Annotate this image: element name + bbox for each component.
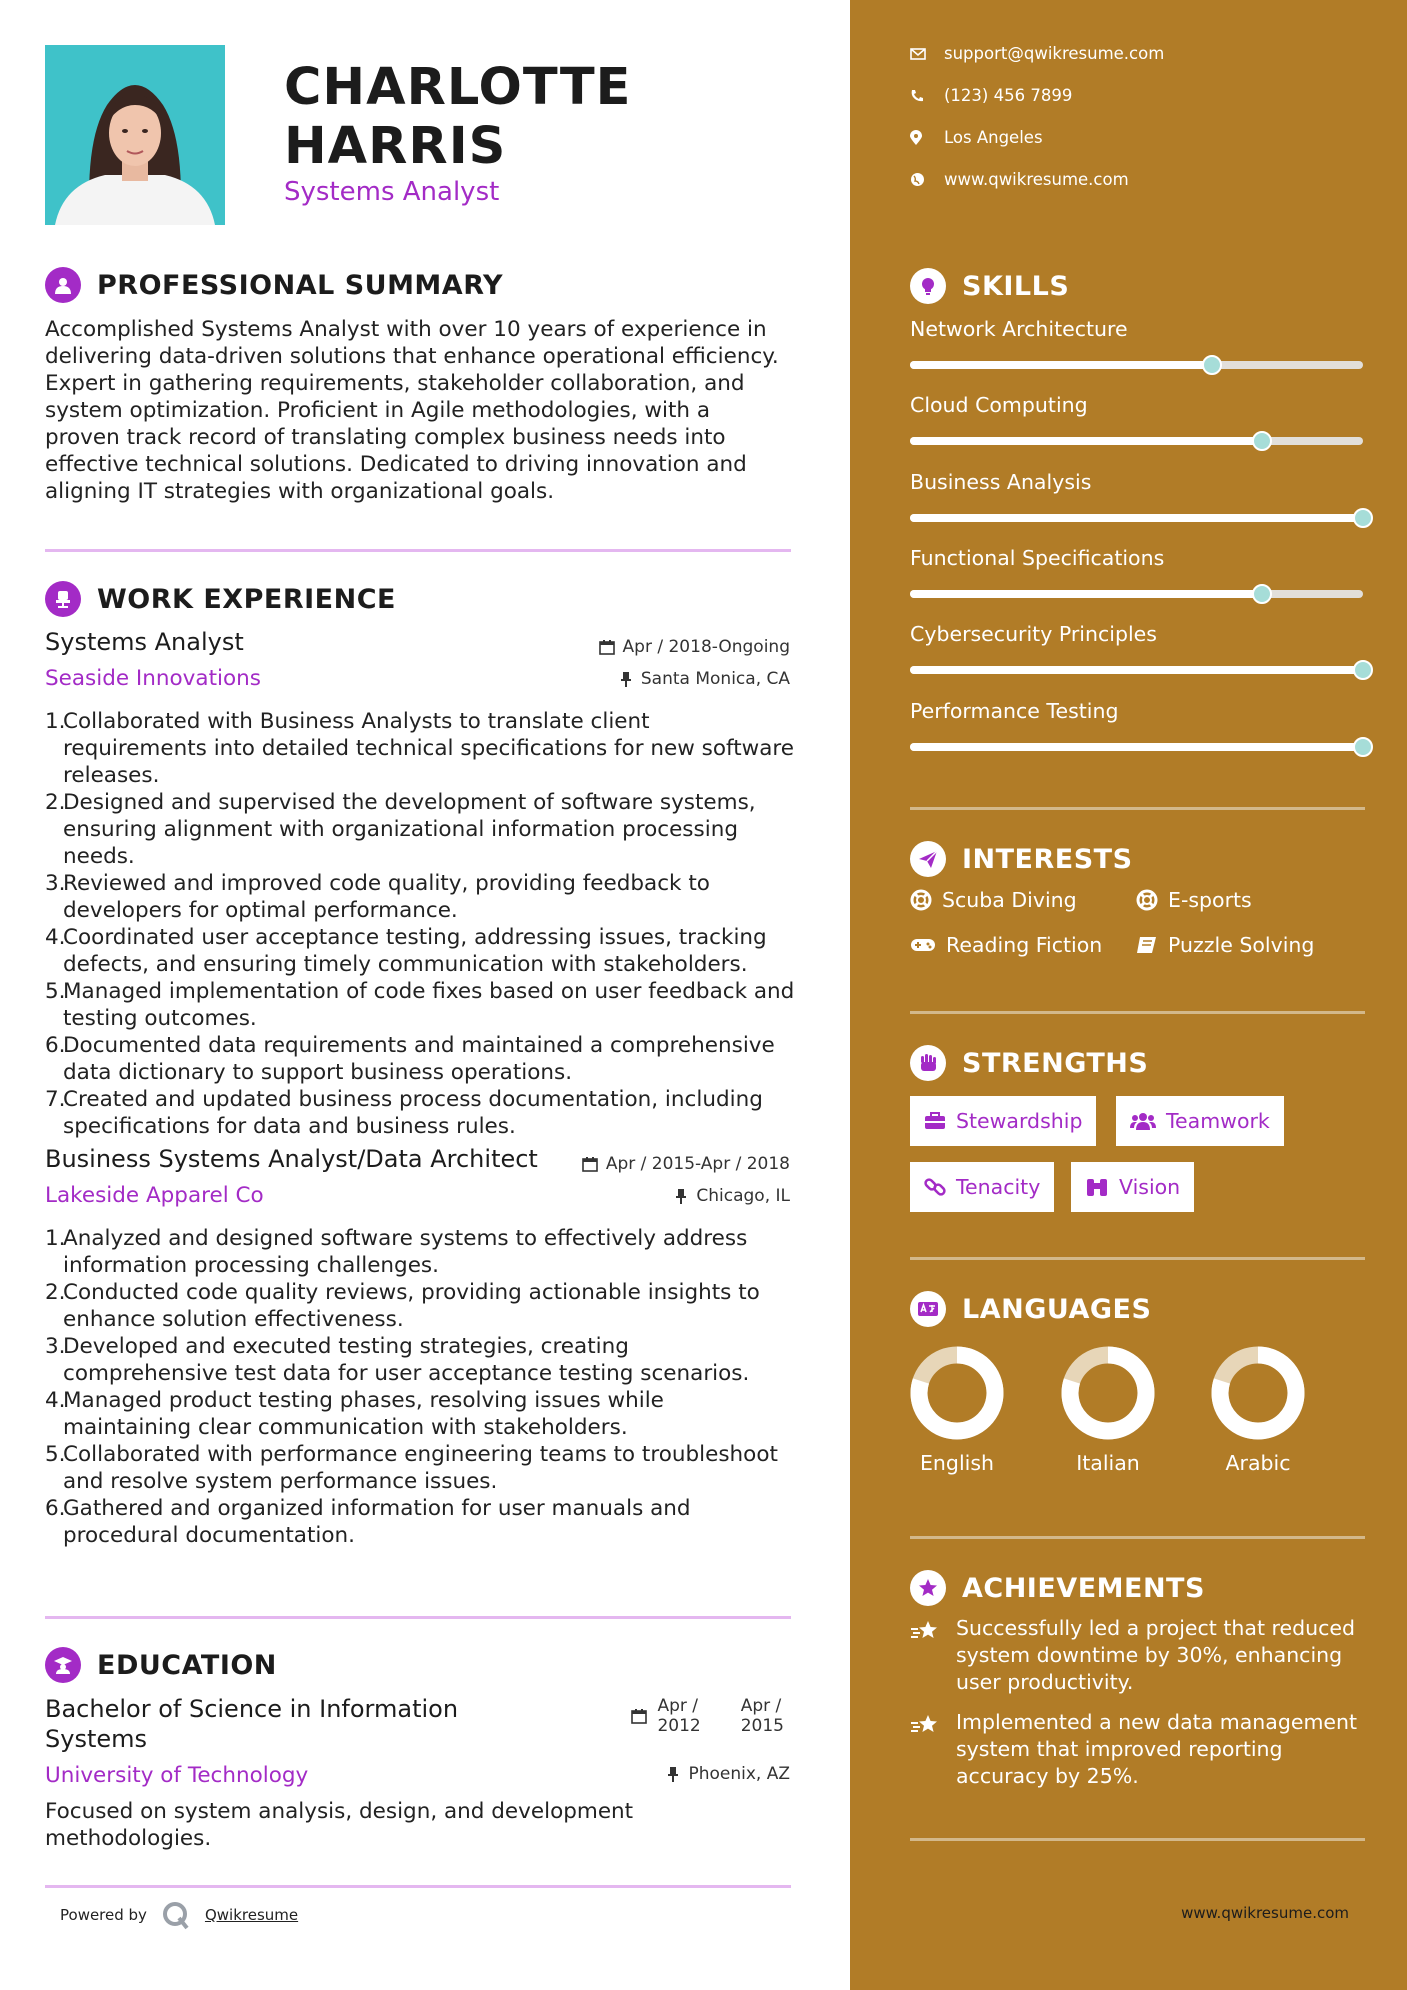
start-year: 2012	[657, 1716, 701, 1736]
contact-phone-text: (123) 456 7899	[944, 86, 1073, 105]
phone-icon	[910, 89, 944, 103]
list-item: 5. Collaborated with performance engineering teams to troubleshoot and resolve system performance issues.	[45, 1442, 778, 1494]
list-item: 3. Reviewed and improved code quality, providing feedback to developers for optimal performance.	[45, 871, 710, 923]
job-dates	[599, 637, 790, 657]
interests-heading	[910, 841, 1133, 877]
skill-slider-handle[interactable]	[1353, 660, 1373, 680]
education-title: EDUCATION	[97, 1649, 277, 1681]
education-location-text: Phoenix, AZ	[688, 1764, 790, 1784]
envelope-icon	[910, 48, 944, 60]
language-level-ring	[1210, 1345, 1306, 1441]
footer-website[interactable]: www.qwikresume.com	[1181, 1904, 1349, 1922]
calendar-icon	[599, 639, 615, 655]
skill-name: Business Analysis	[910, 470, 1092, 494]
interest-item	[910, 888, 1077, 912]
interest-label: E-sports	[1168, 888, 1252, 912]
education-location	[666, 1764, 790, 1784]
user-icon	[45, 267, 81, 303]
job-location	[674, 1186, 790, 1206]
languages-heading	[910, 1291, 1151, 1327]
divider	[910, 1838, 1365, 1841]
life-ring-icon	[1136, 889, 1158, 911]
achievements-title: ACHIEVEMENTS	[962, 1572, 1205, 1604]
strength-label: Vision	[1119, 1175, 1181, 1199]
skill-slider-handle[interactable]	[1252, 431, 1272, 451]
list-item: 4. Coordinated user acceptance testing, addressing issues, tracking defects, and ensuring timely communication with stakeholders.	[45, 925, 767, 977]
education-description: Focused on system analysis, design, and development methodologies.	[45, 1799, 634, 1851]
divider	[45, 549, 791, 552]
interest-item	[1136, 888, 1252, 912]
job-location-text: Santa Monica, CA	[640, 669, 790, 689]
list-item: 6. Documented data requirements and maintained a comprehensive data dictionary to support business operations.	[45, 1033, 775, 1085]
link-icon	[924, 1176, 946, 1198]
shooting-star-icon	[910, 1709, 956, 1790]
interest-label: Puzzle Solving	[1168, 933, 1315, 957]
list-item: 3. Developed and executed testing strategies, creating comprehensive test data for user acceptance testing scenarios.	[45, 1334, 750, 1386]
book-icon	[1136, 935, 1158, 955]
binoculars-icon	[1085, 1177, 1109, 1197]
calendar-icon	[582, 1156, 598, 1172]
briefcase-icon	[924, 1112, 946, 1130]
list-item: 1. Analyzed and designed software systems to effectively address information processing challenges.	[45, 1226, 748, 1278]
education-heading	[45, 1647, 277, 1683]
sidebar	[850, 0, 1407, 1990]
pin-icon	[674, 1188, 688, 1204]
skill-slider-handle[interactable]	[1252, 584, 1272, 604]
interest-item	[1136, 933, 1314, 957]
interest-label: Scuba Diving	[942, 888, 1077, 912]
skill-slider-handle[interactable]	[1353, 508, 1373, 528]
skill-bar-fill	[910, 361, 1212, 369]
pin-icon	[666, 1766, 680, 1782]
degree-line-1: Bachelor of Science in Information	[45, 1695, 459, 1723]
skill-bar	[910, 361, 1363, 369]
achievement-item	[910, 1709, 1370, 1790]
job-company: Lakeside Apparel Co	[45, 1183, 264, 1208]
language-item	[1203, 1345, 1313, 1475]
profile-photo	[45, 45, 225, 225]
end-year: 2015	[740, 1716, 784, 1736]
skill-bar	[910, 666, 1363, 674]
divider	[45, 1885, 791, 1888]
summary-title: PROFESSIONAL SUMMARY	[97, 269, 504, 301]
list-item: 5. Managed implementation of code fixes based on user feedback and testing outcomes.	[45, 979, 795, 1031]
experience-title: WORK EXPERIENCE	[97, 583, 396, 615]
divider	[910, 1257, 1365, 1260]
job-dates-text: Apr / 2018-Ongoing	[622, 637, 790, 657]
interest-item	[910, 933, 1102, 957]
skill-name: Performance Testing	[910, 699, 1119, 723]
degree-line-2: Systems	[45, 1725, 147, 1753]
skill-bar-fill	[910, 590, 1262, 598]
contact-website-text[interactable]: www.qwikresume.com	[944, 170, 1129, 189]
job-company: Seaside Innovations	[45, 666, 261, 691]
achievements-heading	[910, 1570, 1205, 1606]
language-item	[1053, 1345, 1163, 1475]
list-item: 2. Conducted code quality reviews, providing actionable insights to enhance solution effectiveness.	[45, 1280, 760, 1332]
job-title: Systems Analyst	[284, 177, 500, 207]
summary-text: Accomplished Systems Analyst with over 10 years of experience in delivering data-driven solutions that enhance operational efficiency. Expert in gathering requirements, stakeholder collaboration, and system optimization. Proficient in Agile methodologies, with a proven track record of translating complex business needs into effective technical solutions. Dedicated to driving innovation and aligning IT strategies with organizational goals.	[45, 317, 779, 504]
skill-name: Cybersecurity Principles	[910, 622, 1157, 646]
skill-name: Functional Specifications	[910, 546, 1165, 570]
summary-heading	[45, 267, 503, 303]
skill-slider-handle[interactable]	[1353, 737, 1373, 757]
language-level-ring	[909, 1345, 1005, 1441]
lightbulb-icon	[910, 268, 946, 304]
contact-location	[910, 128, 1043, 147]
strengths-heading	[910, 1045, 1148, 1081]
skill-bar-fill	[910, 666, 1363, 674]
job-dates	[582, 1154, 790, 1174]
star-icon	[910, 1570, 946, 1606]
skill-bar	[910, 437, 1363, 445]
skills-heading	[910, 268, 1069, 304]
skill-bar	[910, 590, 1363, 598]
name-line-2: HARRIS	[284, 117, 507, 176]
strength-chip	[910, 1162, 1054, 1212]
strengths-title: STRENGTHS	[962, 1047, 1149, 1079]
divider	[45, 1616, 791, 1619]
achievement-item	[910, 1615, 1370, 1696]
shooting-star-icon	[910, 1615, 956, 1696]
duty-list	[45, 708, 795, 1140]
name-line-1: CHARLOTTE	[284, 58, 632, 117]
strength-label: Tenacity	[956, 1175, 1041, 1199]
map-marker-icon	[910, 130, 944, 146]
contact-phone	[910, 86, 1072, 105]
language-level-ring	[1060, 1345, 1156, 1441]
achievement-text: Implemented a new data management system that improved reporting accuracy by 25%.	[956, 1710, 1358, 1788]
language-name: Italian	[1076, 1451, 1140, 1475]
powered-by-label: Powered by	[60, 1906, 147, 1924]
divider	[910, 1536, 1365, 1539]
contact-email	[910, 44, 1164, 63]
list-item: 2. Designed and supervised the development of software systems, ensuring alignment with organizational information processing needs.	[45, 790, 756, 869]
education-dates	[631, 1696, 790, 1736]
strength-label: Teamwork	[1166, 1109, 1270, 1133]
interest-label: Reading Fiction	[946, 933, 1103, 957]
pin-icon	[619, 671, 633, 687]
interests-title: INTERESTS	[962, 843, 1133, 875]
job-dates-text: Apr / 2015-Apr / 2018	[605, 1154, 790, 1174]
skill-bar	[910, 514, 1363, 522]
contact-email-text[interactable]: support@qwikresume.com	[944, 44, 1165, 63]
candidate-name	[284, 58, 631, 176]
skill-bar-fill	[910, 743, 1363, 751]
list-item: 4. Managed product testing phases, resolving issues while maintaining clear communication with stakeholders.	[45, 1388, 664, 1440]
list-item: 1. Collaborated with Business Analysts to translate client requirements into detailed technical specifications for new software releases.	[45, 709, 794, 788]
degree	[45, 1694, 458, 1754]
brand-link[interactable]: Qwikresume	[204, 1906, 299, 1924]
start-month: Apr /	[657, 1696, 699, 1716]
strength-chip	[910, 1096, 1096, 1146]
job-location-text: Chicago, IL	[696, 1186, 790, 1206]
powered-by	[60, 1900, 298, 1930]
fist-icon	[910, 1045, 946, 1081]
end-month: Apr /	[740, 1696, 782, 1716]
strength-label: Stewardship	[956, 1109, 1083, 1133]
contact-location-text: Los Angeles	[944, 128, 1043, 147]
skill-name: Cloud Computing	[910, 393, 1088, 417]
duty-list	[45, 1225, 795, 1549]
divider	[910, 807, 1365, 810]
gamepad-icon	[910, 936, 936, 954]
language-name: Arabic	[1225, 1451, 1291, 1475]
qwikresume-logo-icon	[161, 1900, 191, 1930]
achievement-text: Successfully led a project that reduced system downtime by 30%, enhancing user productivity.	[956, 1616, 1355, 1694]
language-item	[902, 1345, 1012, 1475]
globe-icon	[910, 172, 944, 187]
skills-title: SKILLS	[962, 270, 1070, 302]
paper-plane-icon	[910, 841, 946, 877]
skill-bar	[910, 743, 1363, 751]
strength-chip	[1071, 1162, 1194, 1212]
skill-bar-fill	[910, 514, 1363, 522]
job-role: Systems Analyst	[45, 628, 244, 656]
skill-name: Network Architecture	[910, 317, 1128, 341]
strength-chip	[1116, 1096, 1284, 1146]
contact-website	[910, 170, 1129, 189]
experience-heading	[45, 581, 396, 617]
calendar-icon	[631, 1708, 647, 1724]
skill-bar-fill	[910, 437, 1262, 445]
translate-icon	[910, 1291, 946, 1327]
languages-title: LANGUAGES	[962, 1293, 1152, 1325]
list-item: 7. Created and updated business process documentation, including specifications for data and business rules.	[45, 1087, 763, 1139]
briefcase-chair-icon	[45, 581, 81, 617]
graduate-icon	[45, 1647, 81, 1683]
skill-slider-handle[interactable]	[1202, 355, 1222, 375]
divider	[910, 1011, 1365, 1014]
life-ring-icon	[910, 889, 932, 911]
users-icon	[1130, 1111, 1156, 1131]
school: University of Technology	[45, 1763, 309, 1788]
language-name: English	[919, 1451, 995, 1475]
job-location	[619, 669, 790, 689]
job-role: Business Systems Analyst/Data Architect	[45, 1145, 538, 1173]
list-item: 6. Gathered and organized information for user manuals and procedural documentation.	[45, 1496, 691, 1548]
